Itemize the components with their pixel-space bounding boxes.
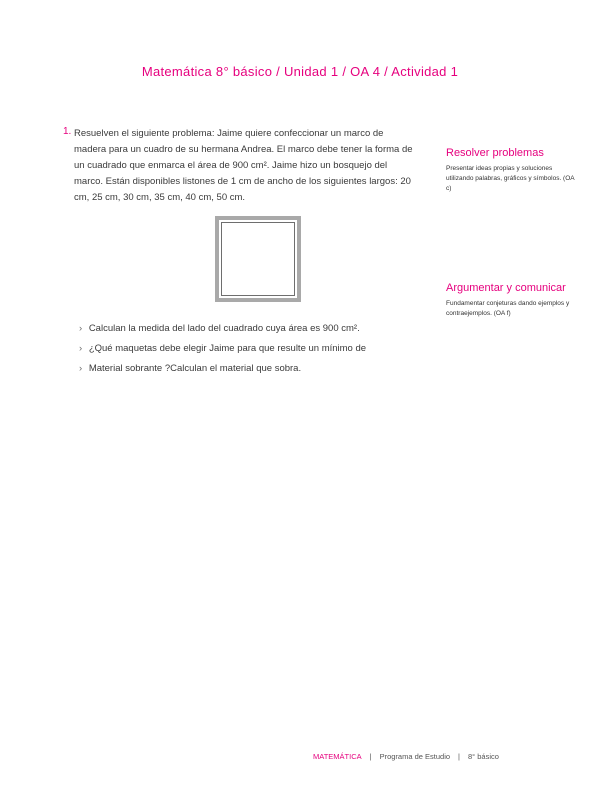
page-title: Matemática 8° básico / Unidad 1 / OA 4 / Actividad 1 [141, 64, 459, 79]
chevron-right-icon: › [79, 363, 83, 374]
activity-block [63, 126, 413, 374]
skill-heading: Resolver problemas [446, 147, 544, 159]
skill-description: Fundamentar conjeturas dando ejemplos y contraejemplos. (OA f) [446, 300, 570, 317]
list-item [79, 319, 419, 339]
list-item [79, 359, 419, 379]
chevron-right-icon: › [79, 343, 83, 354]
problem-text: Resuelven el siguiente problema: Jaime quiere confeccionar un marco de madera para un cuadro de su hermana Andrea. El marco debe tener la forma de un cuadrado que enmarca el área de 900 cm². Jaime hizo un bosquejo del marco. Están disponibles listones de 1 cm de ancho de los siguientes largos: 20 cm, 25 cm, 30 cm, 35 cm, 40 cm, 50 cm. [74, 128, 413, 203]
skill-description: Presentar ideas propias y soluciones utilizando palabras, gráficos y símbolos. (OA c) [446, 165, 575, 192]
skill-heading: Argumentar y comunicar [446, 282, 566, 294]
page-footer [313, 752, 499, 761]
footer-divider: | [458, 752, 460, 761]
list-item-text: Material sobrante ?Calculan el material que sobra. [88, 363, 302, 374]
footer-divider: | [369, 752, 372, 761]
chevron-right-icon: › [79, 323, 83, 334]
activity-number: 1. [63, 126, 72, 137]
skill-resolver-problemas [446, 147, 576, 194]
question-list [79, 319, 419, 379]
footer-program: Programa de Estudio [379, 752, 451, 761]
list-item-text: ¿Qué maquetas debe elegir Jaime para que resulte un mínimo de [88, 343, 367, 354]
footer-brand: MATEMÁTICA [313, 752, 362, 761]
square-frame-sketch [215, 216, 301, 302]
list-item [79, 339, 419, 359]
footer-grade: 8° básico [468, 752, 499, 761]
skill-argumentar-comunicar [446, 282, 576, 319]
list-item-text: Calculan la medida del lado del cuadrado cuya área es 900 cm². [88, 323, 360, 334]
